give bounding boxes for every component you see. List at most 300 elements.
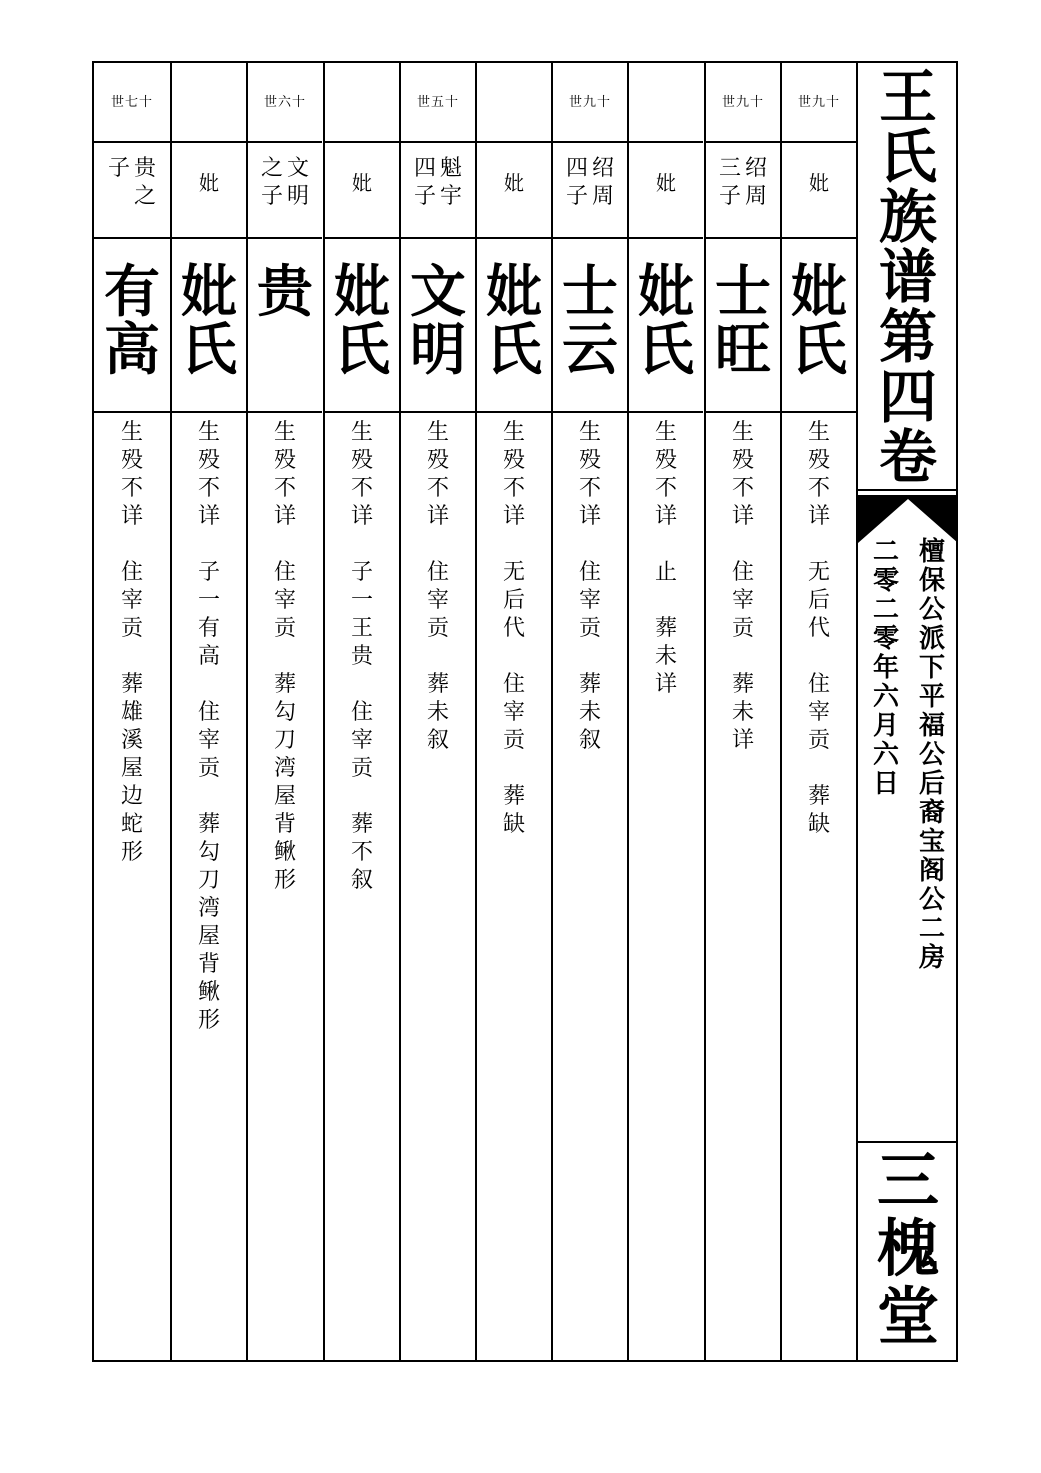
person-name: [477, 259, 551, 383]
relation-char: 子: [260, 184, 283, 209]
title-char: 第: [878, 303, 937, 371]
title-char: 四: [878, 363, 937, 431]
relation-label: 妣: [199, 171, 219, 195]
note-char: 殁: [426, 448, 449, 473]
note-char: 代: [807, 616, 830, 641]
note-char: 叙: [426, 728, 449, 753]
relation-char: 周: [745, 184, 768, 209]
person-notes: [706, 419, 780, 755]
name-char: 氏: [181, 317, 237, 383]
row-divider: [401, 237, 475, 239]
note-char: 贡: [502, 728, 525, 753]
note-char: 贡: [120, 616, 143, 641]
row-divider: [172, 237, 246, 239]
note-char: 止: [654, 560, 677, 585]
note-char: 贡: [273, 616, 296, 641]
note-char: 殁: [731, 448, 754, 473]
note-char: 宰: [502, 700, 525, 725]
note-char: 葬: [578, 672, 601, 697]
note-char: 刀: [273, 728, 296, 753]
name-char: 氏: [486, 317, 542, 383]
note-char: 生: [426, 420, 449, 445]
title-divider: [858, 1141, 958, 1143]
relation-char: 之: [260, 156, 283, 181]
note-char: 形: [273, 868, 296, 893]
hall-name: [858, 1144, 958, 1357]
title-char: 公: [918, 595, 945, 625]
note-char: 鳅: [273, 840, 296, 865]
note-char: 殁: [502, 448, 525, 473]
note-char: 鳅: [197, 980, 220, 1005]
row-divider: [325, 141, 399, 143]
note-char: 贡: [731, 616, 754, 641]
note-char: 边: [120, 784, 143, 809]
note-char: 叙: [578, 728, 601, 753]
note-char: 不: [350, 476, 373, 501]
title-char: 谱: [878, 243, 937, 311]
note-char: 住: [578, 560, 601, 585]
generation-label: 世九十: [797, 95, 840, 110]
relation-char: 文: [287, 156, 310, 181]
note-char: 葬: [120, 672, 143, 697]
note-char: 缺: [807, 812, 830, 837]
title-divider: [858, 489, 958, 491]
person-name: [553, 259, 627, 383]
row-divider: [782, 141, 856, 143]
genealogy-column: [323, 63, 399, 1360]
generation-label: 世七十: [110, 95, 153, 110]
relation-label: 妣: [809, 171, 829, 195]
note-char: 详: [350, 504, 373, 529]
note-char: 详: [120, 504, 143, 529]
note-entry: [579, 419, 601, 531]
note-char: 不: [731, 476, 754, 501]
relation-label: [706, 155, 780, 235]
note-char: 葬: [731, 672, 754, 697]
relation-line: [719, 155, 741, 235]
note-char: 殁: [807, 448, 830, 473]
name-char: 云: [562, 317, 618, 383]
person-notes: [172, 419, 246, 1035]
relation-line: [440, 155, 462, 235]
note-char: 雄: [120, 700, 143, 725]
note-char: 后: [807, 588, 830, 613]
note-entry: [121, 559, 143, 643]
person-notes: [553, 419, 627, 755]
note-char: 屋: [273, 784, 296, 809]
note-entry: [503, 783, 525, 839]
relation-line: [261, 155, 283, 235]
genealogy-column: [94, 63, 170, 1360]
note-entry: [655, 419, 677, 531]
row-divider: [325, 237, 399, 239]
note-entry: [503, 419, 525, 531]
name-char: 士: [715, 259, 771, 325]
note-entry: [274, 671, 296, 895]
relation-label: 妣: [504, 171, 524, 195]
genealogy-column: [627, 63, 703, 1360]
note-char: 刀: [197, 868, 220, 893]
title-char: 房: [918, 943, 945, 973]
note-char: 不: [502, 476, 525, 501]
relation-char: 三: [718, 156, 741, 181]
note-char: 葬: [807, 784, 830, 809]
name-char: 氏: [334, 317, 390, 383]
row-divider: [477, 141, 551, 143]
note-char: 葬: [350, 812, 373, 837]
note-entry: [808, 419, 830, 531]
name-char: 士: [562, 259, 618, 325]
relation-char: 子: [107, 156, 130, 181]
note-char: 贡: [197, 756, 220, 781]
relation-char: 魁: [440, 156, 463, 181]
note-entry: [732, 671, 754, 755]
genealogy-column: [475, 63, 551, 1360]
relation-line: [108, 155, 130, 235]
note-char: 不: [807, 476, 830, 501]
note-char: 宰: [350, 728, 373, 753]
note-char: 贡: [350, 756, 373, 781]
note-entry: [351, 811, 373, 895]
title-char: 保: [918, 566, 945, 596]
note-char: 后: [502, 588, 525, 613]
note-char: 未: [578, 700, 601, 725]
note-char: 住: [197, 700, 220, 725]
row-divider: [94, 237, 170, 239]
person-name: [248, 259, 322, 325]
row-divider: [172, 141, 246, 143]
person-name: [629, 259, 703, 383]
person-notes: [325, 419, 399, 895]
row-divider: [172, 411, 246, 413]
person-notes: [401, 419, 475, 755]
generation-label: 世六十: [263, 95, 306, 110]
note-entry: [503, 559, 525, 643]
note-char: 背: [273, 812, 296, 837]
genealogy-column: [399, 63, 475, 1360]
relation-label: [553, 155, 627, 235]
name-char: 高: [104, 317, 160, 383]
title-char: 平: [918, 682, 945, 712]
note-entry: [808, 783, 830, 839]
note-char: 殁: [654, 448, 677, 473]
note-char: 住: [807, 672, 830, 697]
row-divider: [94, 141, 170, 143]
note-char: 未: [654, 644, 677, 669]
genealogy-column: [780, 63, 856, 1360]
title-char: 年: [872, 653, 899, 683]
relation-char: 四: [413, 156, 436, 181]
person-notes: [477, 419, 551, 839]
row-divider: [248, 411, 322, 413]
note-char: 住: [120, 560, 143, 585]
row-divider: [553, 411, 627, 413]
note-char: 子: [350, 560, 373, 585]
note-char: 有: [197, 616, 220, 641]
note-char: 勾: [197, 840, 220, 865]
note-char: 不: [578, 476, 601, 501]
title-char: 六: [872, 740, 899, 770]
note-entry: [198, 559, 220, 671]
note-char: 生: [350, 420, 373, 445]
relation-char: 贵: [134, 156, 157, 181]
row-divider: [477, 237, 551, 239]
note-char: 宰: [273, 588, 296, 613]
genealogy-column: [246, 63, 322, 1360]
row-divider: [629, 237, 703, 239]
note-char: 葬: [426, 672, 449, 697]
note-char: 子: [197, 560, 220, 585]
note-char: 详: [502, 504, 525, 529]
note-char: 未: [731, 700, 754, 725]
name-char: 氏: [791, 317, 847, 383]
title-char: 派: [918, 624, 945, 654]
note-entry: [121, 419, 143, 531]
note-char: 贡: [426, 616, 449, 641]
title-char: 宝: [918, 827, 945, 857]
row-divider: [248, 141, 322, 143]
title-band: [856, 63, 958, 1360]
row-divider: [629, 411, 703, 413]
relation-line: [592, 155, 614, 235]
title-char: 阁: [918, 856, 945, 886]
row-divider: [629, 141, 703, 143]
row-divider: [477, 411, 551, 413]
note-char: 住: [273, 560, 296, 585]
relation-line: [134, 155, 156, 235]
relation-char: 周: [592, 184, 615, 209]
title-char: 裔: [918, 798, 945, 828]
relation-label: [401, 155, 475, 235]
note-char: 贡: [578, 616, 601, 641]
row-divider: [401, 411, 475, 413]
note-char: 葬: [273, 672, 296, 697]
note-char: 宰: [807, 700, 830, 725]
note-char: 溪: [120, 728, 143, 753]
note-entry: [274, 559, 296, 643]
row-divider: [248, 237, 322, 239]
lineage-subtitle: [912, 538, 952, 973]
name-char: 旺: [715, 317, 771, 383]
note-char: 贵: [350, 644, 373, 669]
note-char: 殁: [197, 448, 220, 473]
genealogy-sheet: [92, 61, 958, 1362]
title-char: 下: [918, 653, 945, 683]
note-char: 无: [502, 560, 525, 585]
relation-char: 绍: [745, 156, 768, 181]
relation-label: 妣: [656, 171, 676, 195]
note-char: 湾: [273, 756, 296, 781]
note-char: 详: [426, 504, 449, 529]
note-char: 殁: [120, 448, 143, 473]
name-char: 明: [410, 317, 466, 383]
generation-label: 世五十: [416, 95, 459, 110]
note-char: 缺: [502, 812, 525, 837]
note-char: 宰: [197, 728, 220, 753]
note-char: 不: [426, 476, 449, 501]
note-char: 背: [197, 952, 220, 977]
generation-label: 世九十: [568, 95, 611, 110]
note-char: 不: [350, 840, 373, 865]
note-entry: [732, 419, 754, 531]
person-name: [172, 259, 246, 383]
title-char: 族: [878, 183, 937, 251]
note-char: 生: [502, 420, 525, 445]
note-char: 生: [731, 420, 754, 445]
relation-line: [566, 155, 588, 235]
note-char: 蛇: [120, 812, 143, 837]
person-notes: [94, 419, 170, 867]
note-entry: [427, 559, 449, 643]
row-divider: [553, 141, 627, 143]
note-char: 宰: [578, 588, 601, 613]
note-entry: [503, 671, 525, 755]
note-char: 生: [273, 420, 296, 445]
relation-char: 子: [565, 184, 588, 209]
note-entry: [808, 671, 830, 755]
person-name: [94, 259, 170, 383]
relation-char: 明: [287, 184, 310, 209]
relation-line: [287, 155, 309, 235]
note-char: 生: [654, 420, 677, 445]
title-char: 三: [876, 1144, 939, 1217]
row-divider: [325, 411, 399, 413]
title-char: 氏: [878, 123, 937, 191]
note-entry: [808, 559, 830, 643]
note-entry: [351, 699, 373, 783]
note-char: 详: [578, 504, 601, 529]
genealogy-column: [551, 63, 627, 1360]
title-char: 槐: [876, 1212, 939, 1285]
title-char: 二: [872, 537, 899, 567]
relation-line: [745, 155, 767, 235]
person-notes: [248, 419, 322, 895]
name-char: 氏: [638, 317, 694, 383]
name-char: 妣: [486, 259, 542, 325]
title-char: 六: [872, 682, 899, 712]
row-divider: [706, 411, 780, 413]
note-char: 殁: [350, 448, 373, 473]
note-entry: [351, 419, 373, 531]
note-char: 一: [197, 588, 220, 613]
row-divider: [553, 237, 627, 239]
compiled-date: [866, 538, 906, 799]
note-char: 生: [578, 420, 601, 445]
note-char: 宰: [120, 588, 143, 613]
note-char: 住: [731, 560, 754, 585]
row-divider: [706, 237, 780, 239]
note-char: 住: [502, 672, 525, 697]
note-entry: [198, 811, 220, 1035]
note-char: 王: [350, 616, 373, 641]
relation-label: [94, 155, 170, 235]
title-char: 堂: [876, 1280, 939, 1353]
title-char: 日: [872, 769, 899, 799]
note-char: 不: [273, 476, 296, 501]
note-char: 不: [654, 476, 677, 501]
note-char: 殁: [273, 448, 296, 473]
note-entry: [655, 615, 677, 699]
note-entry: [579, 671, 601, 755]
relation-char: 子: [718, 184, 741, 209]
person-name: [401, 259, 475, 383]
note-char: 勾: [273, 700, 296, 725]
note-char: 形: [197, 1008, 220, 1033]
relation-line: [414, 155, 436, 235]
title-char: 王: [878, 63, 937, 131]
title-char: 零: [872, 624, 899, 654]
note-char: 葬: [197, 812, 220, 837]
name-char: 有: [104, 259, 160, 325]
name-char: 妣: [181, 259, 237, 325]
note-entry: [427, 671, 449, 755]
note-char: 详: [731, 504, 754, 529]
genealogy-column: [170, 63, 246, 1360]
note-char: 不: [120, 476, 143, 501]
title-char: 二: [872, 595, 899, 625]
row-divider: [782, 411, 856, 413]
row-divider: [401, 141, 475, 143]
note-char: 无: [807, 560, 830, 585]
note-char: 详: [654, 672, 677, 697]
relation-char: 子: [413, 184, 436, 209]
note-char: 叙: [350, 868, 373, 893]
note-char: 宰: [426, 588, 449, 613]
row-divider: [706, 141, 780, 143]
note-char: 宰: [731, 588, 754, 613]
title-char: 檀: [918, 537, 945, 567]
book-title: [858, 63, 958, 491]
title-char: 零: [872, 566, 899, 596]
note-entry: [351, 559, 373, 671]
name-char: 贵: [257, 259, 313, 325]
note-char: 葬: [654, 616, 677, 641]
note-char: 形: [120, 840, 143, 865]
person-notes: [629, 419, 703, 699]
note-entry: [198, 419, 220, 531]
title-char: 卷: [878, 423, 937, 491]
note-entry: [655, 559, 677, 587]
person-name: [325, 259, 399, 383]
note-entry: [427, 419, 449, 531]
relation-label: [248, 155, 322, 235]
note-char: 贡: [807, 728, 830, 753]
note-char: 生: [197, 420, 220, 445]
note-entry: [121, 671, 143, 867]
note-char: 代: [502, 616, 525, 641]
note-char: 详: [807, 504, 830, 529]
name-char: 妣: [638, 259, 694, 325]
note-char: 屋: [197, 924, 220, 949]
title-char: 后: [918, 769, 945, 799]
note-char: 详: [197, 504, 220, 529]
person-notes: [782, 419, 856, 839]
name-char: 文: [410, 259, 466, 325]
title-char: 福: [918, 711, 945, 741]
note-char: 湾: [197, 896, 220, 921]
note-char: 生: [120, 420, 143, 445]
note-char: 住: [426, 560, 449, 585]
note-entry: [579, 559, 601, 643]
note-entry: [732, 559, 754, 643]
note-char: 不: [197, 476, 220, 501]
note-entry: [198, 699, 220, 783]
note-char: 详: [731, 728, 754, 753]
relation-label: 妣: [352, 171, 372, 195]
title-char: 二: [918, 914, 945, 944]
generation-label: 世九十: [721, 95, 764, 110]
relation-char: 宇: [440, 184, 463, 209]
